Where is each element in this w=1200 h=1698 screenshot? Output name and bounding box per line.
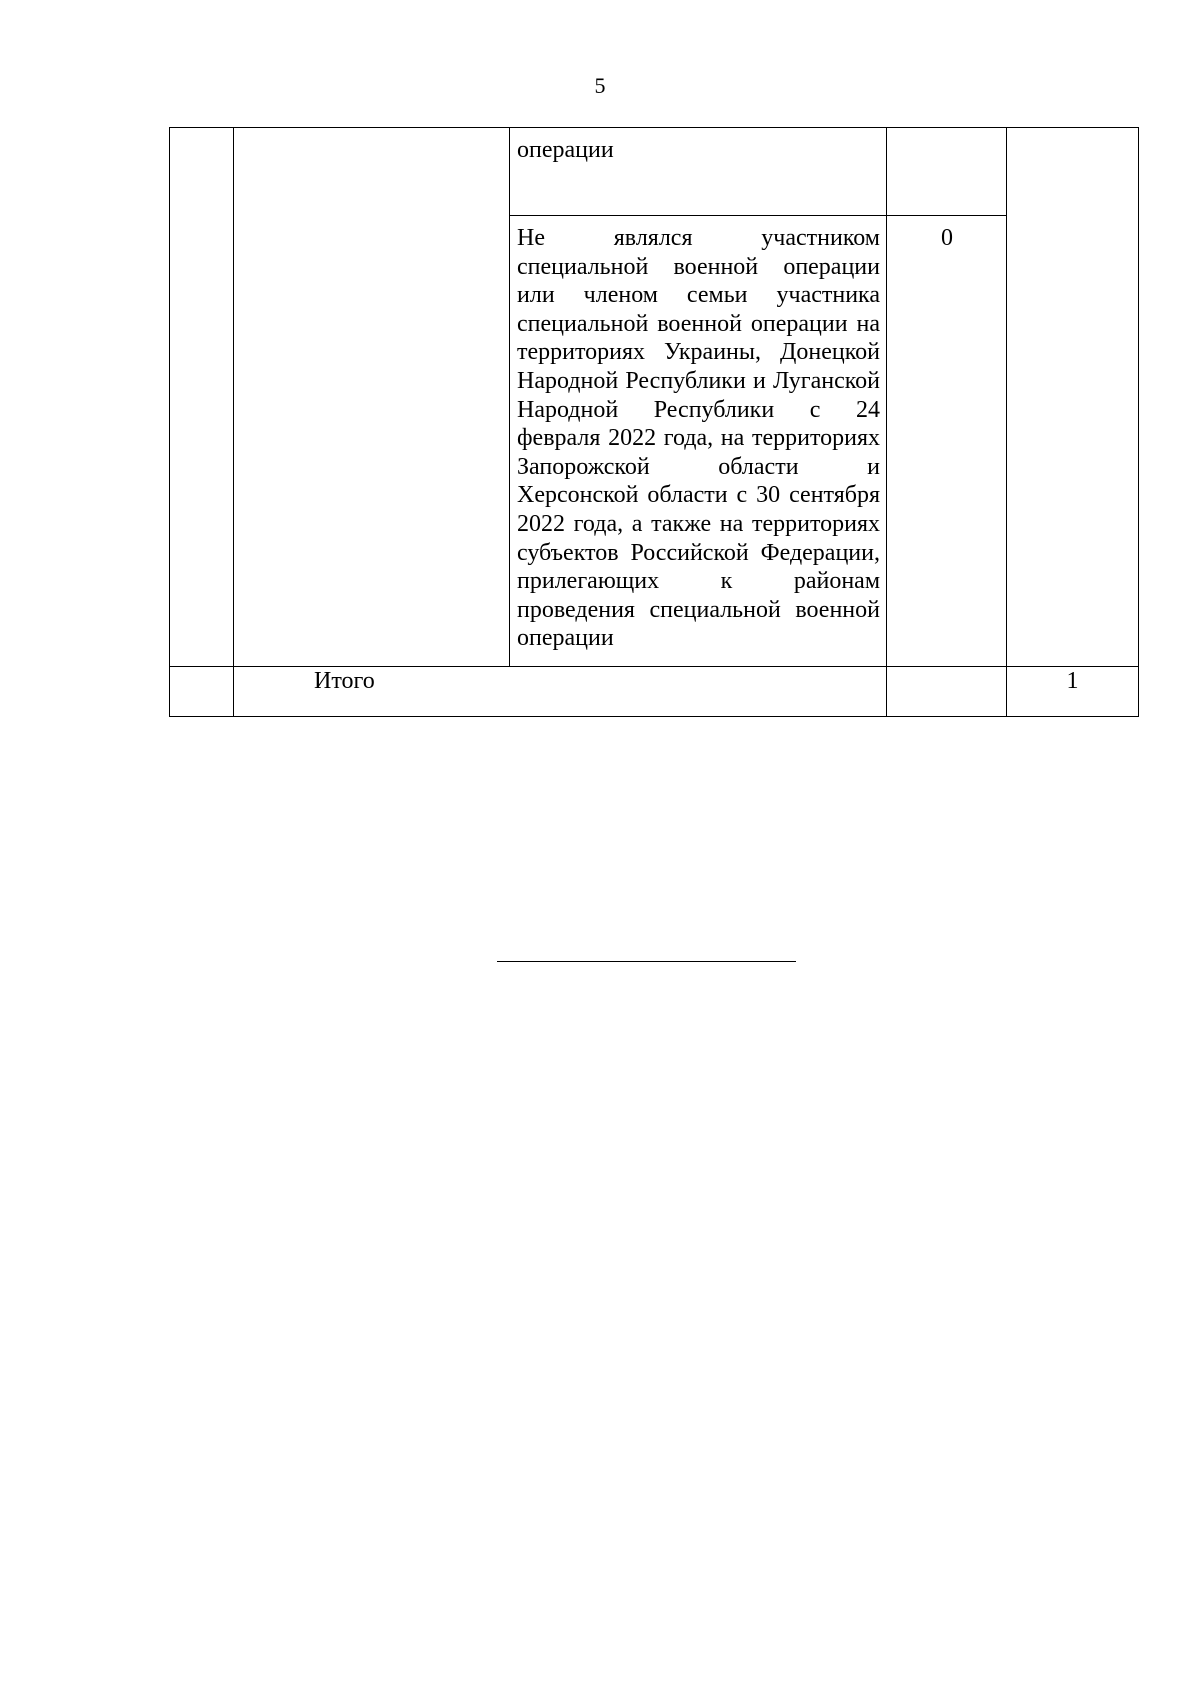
criterion-text: операции bbox=[517, 137, 614, 163]
number-cell bbox=[170, 667, 234, 717]
score-cell bbox=[887, 216, 1007, 667]
score-cell bbox=[887, 128, 1007, 216]
total-score-cell bbox=[887, 667, 1007, 717]
criterion-text: Не являлся участником специальной военной операции или членом семьи участника специальной военной операции на территориях Украины, Донецкой Народной Республики и Луганской Народной Республики с 24 февраля 2022 года, на территориях Запорожской области и Херсонской области с 30 сентября 2022 года, а также на территориях субъектов Российской Федерации, прилегающих к районам проведения специальной военной операции bbox=[517, 225, 880, 652]
max-score-cell bbox=[1007, 128, 1139, 667]
total-label: Итого bbox=[314, 668, 375, 694]
criterion-cell bbox=[510, 128, 887, 216]
total-label-cell bbox=[234, 667, 887, 717]
indicator-cell bbox=[234, 128, 510, 667]
criterion-cell bbox=[510, 216, 887, 667]
table-row bbox=[170, 128, 1139, 216]
end-separator-line bbox=[497, 961, 796, 962]
score-value: 0 bbox=[941, 225, 953, 251]
number-cell bbox=[170, 128, 234, 667]
total-row bbox=[170, 667, 1139, 717]
score-value bbox=[887, 128, 1006, 136]
page-number: 5 bbox=[594, 73, 606, 98]
criteria-table bbox=[169, 127, 1139, 717]
total-value-cell bbox=[1007, 667, 1139, 717]
total-value: 1 bbox=[1066, 668, 1079, 694]
